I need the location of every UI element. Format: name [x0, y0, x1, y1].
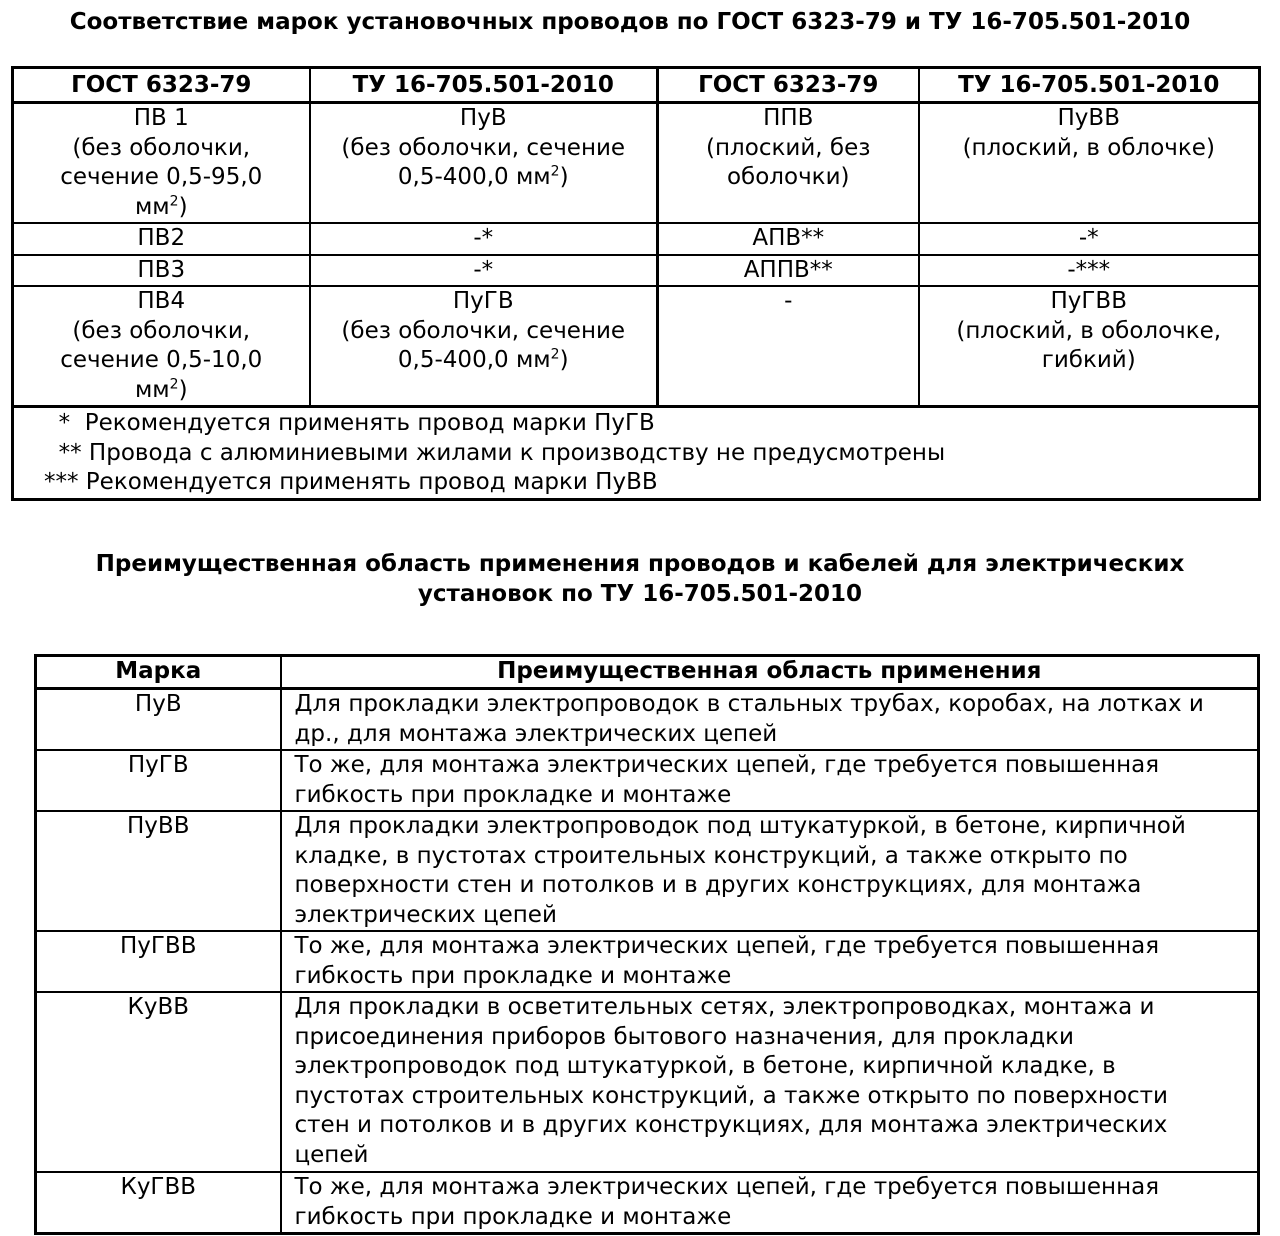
table-row	[36, 931, 1259, 992]
mark-cell: ПуГВ	[36, 750, 281, 811]
table-cell: ПВ4 (без оболочки, сечение 0,5-10,0 $мм^2$)	[13, 286, 310, 407]
footnotes	[13, 407, 1260, 500]
table-notes-row	[13, 407, 1260, 500]
mark-cell: ПуВВ	[36, 811, 281, 931]
table-cell: -*	[919, 223, 1260, 255]
column-header-application: Преимущественная область применения	[281, 656, 1259, 689]
table-row	[13, 103, 1260, 224]
table-row	[13, 255, 1260, 287]
table-cell: АПВ**	[658, 223, 919, 255]
table-cell: ПВ 1 (без оболочки, сечение 0,5-95,0 $мм^2$)	[13, 103, 310, 224]
table-cell: ПуГВВ (плоский, в оболочке, гибкий)	[919, 286, 1260, 407]
table-cell: ППВ (плоский, без оболочки)	[658, 103, 919, 224]
mark-cell: ПуГВВ	[36, 931, 281, 992]
description-cell: Для прокладки электропроводок под штукатуркой, в бетоне, кирпичной кладке, в пустотах строительных конструкций, а также открыто по поверхности стен и потолков и в других конструкциях, для монтажа электрических цепей	[281, 811, 1259, 931]
description-cell: Для прокладки в осветительных сетях, электропроводках, монтажа и присоединения приборов бытового назначения, для прокладки электропроводок под штукатуркой, в бетоне, кирпичной кладке, в пустотах строительных конструкций, а также открыто по поверхности стен и потолков и в других конструкциях, для монтажа электрических цепей	[281, 992, 1259, 1172]
table-row	[13, 286, 1260, 407]
table-cell: ПуВВ (плоский, в облочке)	[919, 103, 1260, 224]
table-cell: -	[658, 286, 919, 407]
column-header-tu: ТУ 16-705.501-2010	[310, 68, 658, 103]
table-cell: ПВ2	[13, 223, 310, 255]
table-cell: АППВ**	[658, 255, 919, 287]
description-cell: То же, для монтажа электрических цепей, где требуется повышенная гибкость при прокладке и монтаже	[281, 750, 1259, 811]
column-header-mark: Марка	[36, 656, 281, 689]
table2-title: Преимущественная область применения проводов и кабелей для электрических установок по ТУ 16-705.501-2010	[95, 551, 1185, 607]
table-header-row	[13, 68, 1260, 103]
description-cell: То же, для монтажа электрических цепей, где требуется повышенная гибкость при прокладке и монтаже	[281, 1172, 1259, 1234]
table-cell: -*	[310, 255, 658, 287]
description-cell: Для прокладки электропроводок в стальных трубах, коробах, на лотках и др., для монтажа электрических цепей	[281, 689, 1259, 751]
footnote: *** Рекомендуется применять провод марки ПуВВ	[44, 469, 658, 495]
footnote: ** Провода с алюминиевыми жилами к производству не предусмотрены	[44, 439, 946, 466]
table-row	[36, 992, 1259, 1172]
wire-correspondence-table	[11, 66, 1261, 501]
table-row	[36, 811, 1259, 931]
column-header-gost: ГОСТ 6323-79	[658, 68, 919, 103]
column-header-tu: ТУ 16-705.501-2010	[919, 68, 1260, 103]
table-header-row	[36, 656, 1259, 689]
table-row	[36, 689, 1259, 751]
table-row	[36, 1172, 1259, 1234]
table-cell: ПВ3	[13, 255, 310, 287]
table-row	[36, 750, 1259, 811]
description-cell: То же, для монтажа электрических цепей, где требуется повышенная гибкость при прокладке и монтаже	[281, 931, 1259, 992]
table-cell: ПуГВ (без оболочки, сечение 0,5-400,0 $мм^2$)	[310, 286, 658, 407]
mark-cell: КуГВВ	[36, 1172, 281, 1234]
application-area-table	[34, 654, 1260, 1235]
mark-cell: ПуВ	[36, 689, 281, 751]
column-header-gost: ГОСТ 6323-79	[13, 68, 310, 103]
table-cell: -*	[310, 223, 658, 255]
table1-title: Соответствие марок установочных проводов по ГОСТ 6323-79 и ТУ 16-705.501-2010	[69, 9, 1191, 35]
table-cell: ПуВ (без оболочки, сечение 0,5-400,0 $мм^2$)	[310, 103, 658, 224]
mark-cell: КуВВ	[36, 992, 281, 1172]
footnote: * Рекомендуется применять провод марки ПуГВ	[44, 410, 655, 436]
table-row	[13, 223, 1260, 255]
table-cell: -***	[919, 255, 1260, 287]
